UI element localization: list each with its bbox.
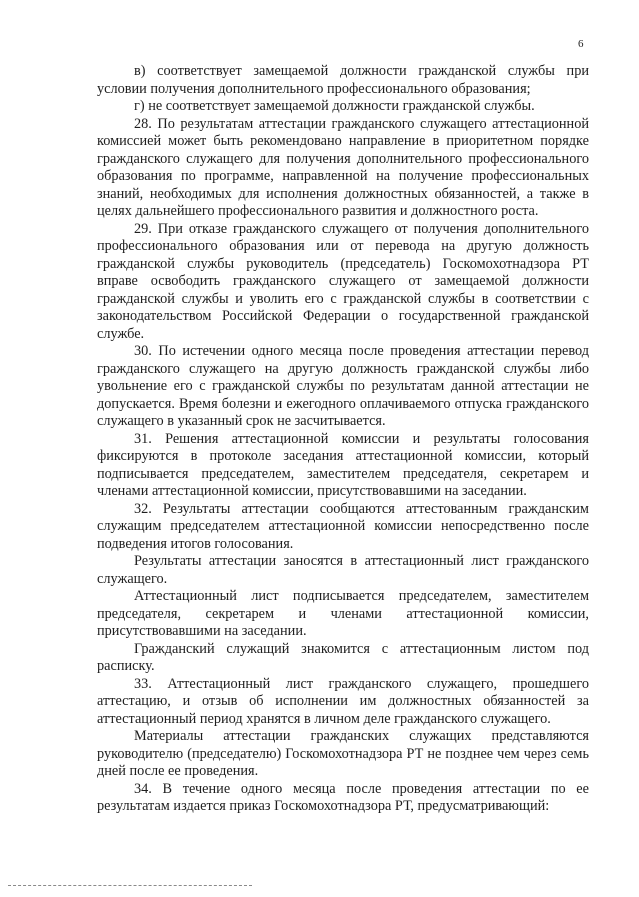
paragraph-item-g: г) не соответствует замещаемой должности гражданской службы.: [134, 98, 535, 114]
paragraph-32: 32. Результаты аттестации сообщаются аттестованным гражданским служащим председателем аттестационной комиссии непосредственно после подведения итогов голосования.: [97, 500, 589, 552]
scan-edge-line: [8, 885, 252, 886]
paragraph-29: 29. При отказе гражданского служащего от получения дополнительного профессионального образования или от перевода на другую должность гражданской службы руководитель (председатель) Госкомохотнадзора РТ вправе освободить гражданского служащего от замещаемой должности гражданской службы и уволить его с гражданской службы в соответствии с законодательством Российской Федерации о государственной гражданской службе.: [97, 220, 589, 342]
paragraph-31: 31. Решения аттестационной комиссии и результаты голосования фиксируются в протоколе заседания аттестационной комиссии, который подписывается председателем, заместителем председателя, секретарем и членами аттестационной комиссии, присутствовавшими на заседании.: [97, 430, 589, 499]
paragraph-item-v: в) соответствует замещаемой должности гражданской службы при условии получения дополнительного профессионального образования;: [97, 63, 589, 97]
paragraph-28: 28. По результатам аттестации гражданского служащего аттестационной комиссией может быть рекомендовано направление в приоритетном порядке гражданского служащего для получения дополнительного профессионального образования по программе, направленной на получение профессиональных знаний, необходимых для исполнения должностных обязанностей, а также в целях дальнейшего профессионального развития и должностного роста.: [97, 115, 589, 219]
paragraph-33: 33. Аттестационный лист гражданского служащего, прошедшего аттестацию, и отзыв об исполнении им должностных обязанностей за аттестационный период хранятся в личном деле гражданского служащего.: [97, 675, 589, 727]
paragraph-32-results: Результаты аттестации заносятся в аттестационный лист гражданского служащего.: [97, 553, 589, 587]
page-number: 6: [578, 38, 584, 50]
document-body: [97, 63, 589, 816]
paragraph-30: 30. По истечении одного месяца после проведения аттестации перевод гражданского служащего на другую должность гражданской службы либо увольнение его с гражданской службы по результатам данной аттестации не допускается. Время болезни и ежегодного оплачиваемого отпуска гражданского служащего в указанный срок не засчитывается.: [97, 343, 589, 429]
paragraph-32-acknowledgement: Гражданский служащий знакомится с аттестационным листом под расписку.: [97, 640, 589, 674]
paragraph-32-signing: Аттестационный лист подписывается председателем, заместителем председателя, секретарем и членами аттестационной комиссии, присутствовавшими на заседании.: [97, 588, 589, 639]
paragraph-34: 34. В течение одного месяца после проведения аттестации по ее результатам издается приказ Госкомохотнадзора РТ, предусматривающий:: [97, 780, 589, 814]
paragraph-33-materials: Материалы аттестации гражданских служащих представляются руководителю (председателю) Госкомохотнадзора РТ не позднее чем через семь дней после ее проведения.: [97, 728, 589, 779]
